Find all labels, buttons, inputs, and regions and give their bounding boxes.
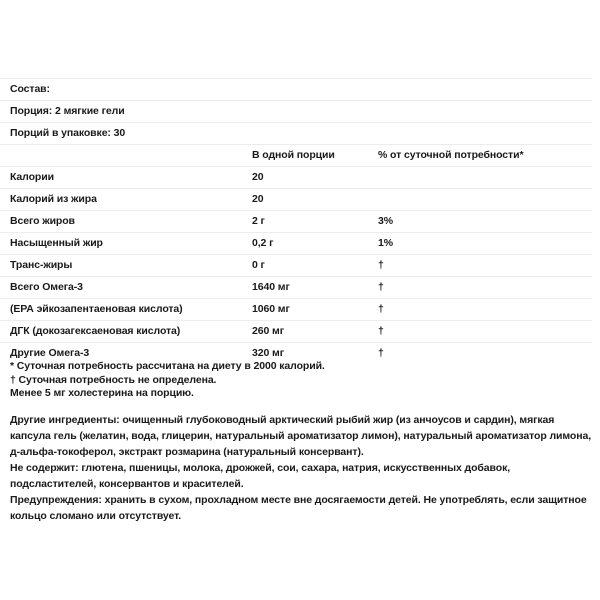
column-header-name: [0, 145, 252, 167]
footnote-daily-value-basis: * Суточная потребность рассчитана на диету в 2000 калорий.: [10, 360, 325, 372]
nutrient-name: ДГК (докозагексаеновая кислота): [0, 321, 252, 343]
table-row-intro-1: [0, 101, 592, 123]
nutrient-amount: 260 мг: [252, 321, 378, 343]
table-row: [0, 277, 592, 299]
nutrient-daily-value: †: [378, 299, 592, 321]
nutrient-name: Насыщенный жир: [0, 233, 252, 255]
table-row: [0, 189, 592, 211]
nutrient-daily-value: †: [378, 277, 592, 299]
nutrient-amount: 0,2 г: [252, 233, 378, 255]
intro-label-servings-per-container: Порций в упаковке: 30: [0, 123, 252, 145]
other-ingredients-paragraph: Другие ингредиенты: очищенный глубоководный арктический рыбий жир (из анчоусов и сардин), мягкая капсула гель (желатин, вода, глицерин, натуральный ароматизатор лимон), натуральный ароматизатор лимона, д-альфа-токоферол, экстракт розмарина (натуральный консервант).: [10, 414, 592, 458]
nutrient-daily-value: †: [378, 343, 592, 365]
intro-spacer-cell-6: [378, 123, 592, 145]
table-row: [0, 211, 592, 233]
nutrient-name: (ЕРА эйкозапентаеновая кислота): [0, 299, 252, 321]
table-row-intro-2: [0, 123, 592, 145]
footnotes-block: [10, 360, 590, 401]
column-header-daily-value: % от суточной потребности*: [378, 145, 592, 167]
nutrient-name: Калории: [0, 167, 252, 189]
table-row: [0, 233, 592, 255]
intro-spacer-cell-3: [252, 101, 378, 123]
intro-spacer-cell-5: [252, 123, 378, 145]
table-row: [0, 167, 592, 189]
intro-label-sostav: Состав:: [0, 79, 252, 101]
nutrient-daily-value: 1%: [378, 233, 592, 255]
nutrient-name: Калорий из жира: [0, 189, 252, 211]
nutrient-daily-value: 3%: [378, 211, 592, 233]
nutrient-name: Транс-жиры: [0, 255, 252, 277]
nutrient-amount: 1640 мг: [252, 277, 378, 299]
warnings-paragraph: Предупреждения: хранить в сухом, прохладном месте вне досягаемости детей. Не употреблять, если защитное кольцо сломано или отсутствует.: [10, 494, 587, 522]
facts-table-body: [0, 79, 592, 365]
nutrient-amount: 20: [252, 167, 378, 189]
free-from-paragraph: Не содержит: глютена, пшеницы, молока, дрожжей, сои, сахара, натрия, искусственных добавок, подсластителей, консервантов и красителей.: [10, 462, 511, 490]
table-row: [0, 321, 592, 343]
footnote-cholesterol: Менее 5 мг холестерина на порцию.: [10, 387, 194, 399]
nutrient-amount: 0 г: [252, 255, 378, 277]
nutrient-amount: 2 г: [252, 211, 378, 233]
nutrient-daily-value: †: [378, 321, 592, 343]
intro-spacer-cell-2: [378, 79, 592, 101]
table-header-row: [0, 145, 592, 167]
nutrient-name: Другие Омега-3: [0, 343, 252, 365]
table-row-intro-0: [0, 79, 592, 101]
nutrient-amount: 320 мг: [252, 343, 378, 365]
column-header-amount: В одной порции: [252, 145, 378, 167]
nutrient-daily-value: [378, 189, 592, 211]
nutrient-amount: 1060 мг: [252, 299, 378, 321]
intro-spacer-cell-4: [378, 101, 592, 123]
footnote-dagger-undefined: † Суточная потребность не определена.: [10, 373, 217, 386]
nutrient-amount: 20: [252, 189, 378, 211]
table-row: [0, 255, 592, 277]
nutrient-daily-value: †: [378, 255, 592, 277]
nutrient-name: Всего жиров: [0, 211, 252, 233]
nutrient-name: Всего Омега-3: [0, 277, 252, 299]
intro-label-serving-size: Порция: 2 мягкие гели: [0, 101, 252, 123]
intro-spacer-cell: [252, 79, 378, 101]
table-row: [0, 299, 592, 321]
supplement-facts-table: [0, 78, 592, 364]
nutrient-daily-value: [378, 167, 592, 189]
